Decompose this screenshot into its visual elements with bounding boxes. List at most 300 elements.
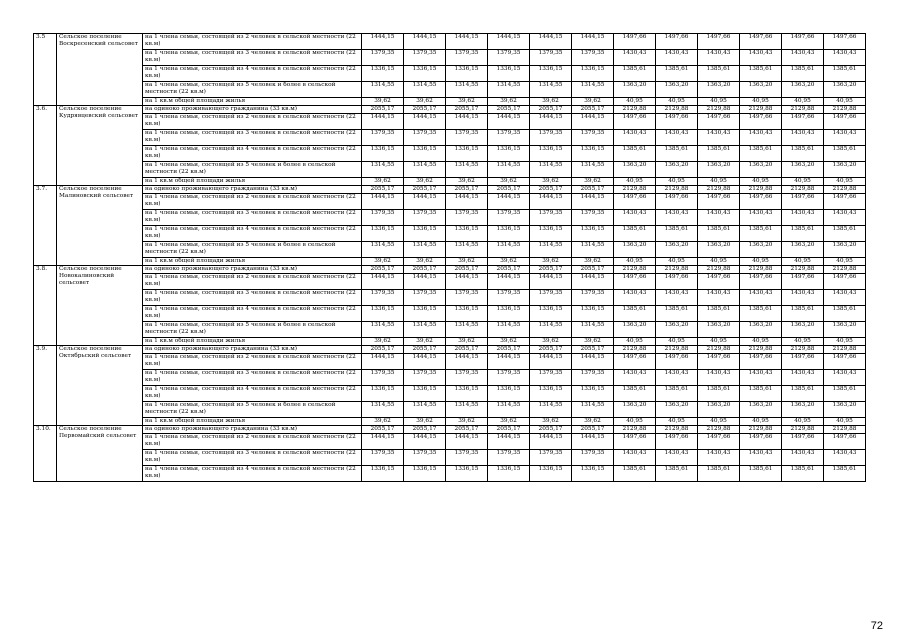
value-cell: 1379,35 [404, 450, 446, 466]
value-cell: 39,62 [530, 178, 572, 186]
value-cell: 1385,61 [656, 66, 698, 82]
value-cell: 1385,61 [614, 466, 656, 482]
value-cell: 1430,43 [782, 370, 824, 386]
value-cell: 1314,55 [404, 322, 446, 338]
value-cell: 1314,55 [572, 162, 614, 178]
table-row [34, 386, 866, 402]
value-cell: 1314,55 [530, 162, 572, 178]
value-cell: 1336,15 [446, 386, 488, 402]
section-index: 3.6. [34, 106, 57, 186]
value-cell: 1430,43 [740, 130, 782, 146]
value-cell: 1363,20 [698, 82, 740, 98]
value-cell: 39,62 [446, 258, 488, 266]
value-cell: 40,95 [656, 98, 698, 106]
value-cell: 1497,66 [824, 354, 866, 370]
table-row [34, 114, 866, 130]
value-cell: 1444,15 [572, 354, 614, 370]
value-cell: 1336,15 [488, 466, 530, 482]
value-cell: 1497,66 [614, 274, 656, 290]
value-cell: 1363,20 [698, 242, 740, 258]
row-description: на 1 члена семьи, состоящей из 2 человек в сельской местности (22 кв.м) [143, 114, 362, 130]
value-cell: 40,95 [614, 98, 656, 106]
value-cell: 2129,88 [782, 426, 824, 434]
table-row [34, 290, 866, 306]
value-cell: 1385,61 [614, 146, 656, 162]
section-index: 3.10. [34, 426, 57, 482]
value-cell: 1430,43 [782, 290, 824, 306]
table-row [34, 346, 866, 354]
value-cell: 39,62 [572, 258, 614, 266]
value-cell: 2055,17 [488, 266, 530, 274]
value-cell: 1379,35 [362, 210, 404, 226]
value-cell: 2129,88 [824, 346, 866, 354]
section-index: 3.9. [34, 346, 57, 426]
value-cell: 2055,17 [488, 106, 530, 114]
value-cell: 39,62 [530, 418, 572, 426]
value-cell: 2055,17 [446, 426, 488, 434]
value-cell: 1444,15 [488, 34, 530, 50]
value-cell: 1379,35 [362, 50, 404, 66]
value-cell: 2055,17 [446, 266, 488, 274]
value-cell: 39,62 [530, 98, 572, 106]
table-row [34, 186, 866, 194]
value-cell: 1444,15 [404, 274, 446, 290]
value-cell: 1363,20 [614, 162, 656, 178]
value-cell: 1336,15 [404, 146, 446, 162]
value-cell: 1314,55 [488, 402, 530, 418]
value-cell: 39,62 [572, 178, 614, 186]
value-cell: 39,62 [404, 418, 446, 426]
value-cell: 1385,61 [740, 146, 782, 162]
value-cell: 1444,15 [362, 34, 404, 50]
table-row [34, 338, 866, 346]
row-description: на 1 члена семьи, состоящей из 3 человек в сельской местности (22 кв.м) [143, 50, 362, 66]
value-cell: 1497,66 [614, 194, 656, 210]
value-cell: 1497,66 [698, 114, 740, 130]
value-cell: 2055,17 [404, 426, 446, 434]
value-cell: 1430,43 [824, 50, 866, 66]
value-cell: 1363,20 [740, 402, 782, 418]
value-cell: 1363,20 [614, 82, 656, 98]
value-cell: 40,95 [698, 338, 740, 346]
value-cell: 1444,15 [488, 194, 530, 210]
value-cell: 1385,61 [698, 226, 740, 242]
value-cell: 1363,20 [782, 402, 824, 418]
value-cell: 1444,15 [362, 434, 404, 450]
row-description: на 1 кв.м общей площади жилья [143, 258, 362, 266]
value-cell: 2129,88 [614, 106, 656, 114]
value-cell: 1497,66 [782, 194, 824, 210]
value-cell: 1385,61 [698, 146, 740, 162]
value-cell: 1385,61 [614, 306, 656, 322]
value-cell: 1314,55 [362, 242, 404, 258]
value-cell: 1430,43 [782, 50, 824, 66]
value-cell: 39,62 [404, 258, 446, 266]
value-cell: 1363,20 [782, 162, 824, 178]
table-row [34, 242, 866, 258]
value-cell: 2055,17 [530, 186, 572, 194]
value-cell: 1379,35 [446, 50, 488, 66]
value-cell: 1444,15 [530, 274, 572, 290]
value-cell: 1379,35 [572, 130, 614, 146]
value-cell: 2129,88 [782, 266, 824, 274]
table-row [34, 274, 866, 290]
value-cell: 1497,66 [656, 194, 698, 210]
value-cell: 1379,35 [530, 370, 572, 386]
table-row [34, 306, 866, 322]
value-cell: 1379,35 [404, 130, 446, 146]
value-cell: 2129,88 [614, 346, 656, 354]
value-cell: 1430,43 [656, 130, 698, 146]
settlement-name: Сельское поселение Первомайский сельсовет [57, 426, 143, 482]
table-row [34, 418, 866, 426]
value-cell: 1430,43 [614, 50, 656, 66]
value-cell: 40,95 [824, 178, 866, 186]
value-cell: 1430,43 [824, 370, 866, 386]
value-cell: 39,62 [530, 258, 572, 266]
value-cell: 40,95 [698, 258, 740, 266]
value-cell: 1497,66 [698, 354, 740, 370]
value-cell: 1497,66 [740, 34, 782, 50]
value-cell: 1444,15 [530, 34, 572, 50]
table-row [34, 226, 866, 242]
value-cell: 1430,43 [740, 210, 782, 226]
value-cell: 1444,15 [488, 274, 530, 290]
value-cell: 1497,66 [824, 34, 866, 50]
value-cell: 1385,61 [614, 226, 656, 242]
value-cell: 2129,88 [614, 426, 656, 434]
value-cell: 2129,88 [614, 186, 656, 194]
table-row [34, 402, 866, 418]
value-cell: 1336,15 [572, 306, 614, 322]
value-cell: 40,95 [782, 98, 824, 106]
value-cell: 39,62 [572, 98, 614, 106]
value-cell: 1430,43 [782, 210, 824, 226]
settlement-name: Сельское поселение Октябрьский сельсовет [57, 346, 143, 426]
value-cell: 1430,43 [824, 130, 866, 146]
value-cell: 1314,55 [404, 402, 446, 418]
value-cell: 1430,43 [656, 50, 698, 66]
value-cell: 1363,20 [656, 242, 698, 258]
value-cell: 1385,61 [782, 226, 824, 242]
value-cell: 2055,17 [446, 186, 488, 194]
value-cell: 1430,43 [782, 450, 824, 466]
value-cell: 2055,17 [530, 106, 572, 114]
value-cell: 1379,35 [488, 370, 530, 386]
value-cell: 1363,20 [782, 82, 824, 98]
value-cell: 1379,35 [404, 50, 446, 66]
value-cell: 1336,15 [362, 66, 404, 82]
value-cell: 1385,61 [824, 66, 866, 82]
row-description: на одиноко проживающего гражданина (33 кв.м) [143, 186, 362, 194]
value-cell: 1336,15 [362, 386, 404, 402]
value-cell: 1363,20 [740, 242, 782, 258]
value-cell: 1497,66 [614, 34, 656, 50]
value-cell: 40,95 [656, 258, 698, 266]
value-cell: 1385,61 [656, 226, 698, 242]
value-cell: 1444,15 [362, 114, 404, 130]
value-cell: 2129,88 [698, 266, 740, 274]
value-cell: 1336,15 [572, 386, 614, 402]
value-cell: 1385,61 [782, 66, 824, 82]
value-cell: 2055,17 [362, 266, 404, 274]
value-cell: 1363,20 [656, 402, 698, 418]
row-description: на 1 кв.м общей площади жилья [143, 338, 362, 346]
value-cell: 2055,17 [488, 346, 530, 354]
value-cell: 1497,66 [824, 274, 866, 290]
value-cell: 1336,15 [446, 66, 488, 82]
value-cell: 1497,66 [698, 34, 740, 50]
value-cell: 1379,35 [572, 210, 614, 226]
value-cell: 1430,43 [782, 130, 824, 146]
value-cell: 40,95 [782, 258, 824, 266]
table-row [34, 426, 866, 434]
value-cell: 1385,61 [656, 466, 698, 482]
value-cell: 1497,66 [782, 434, 824, 450]
value-cell: 40,95 [782, 418, 824, 426]
value-cell: 1379,35 [488, 290, 530, 306]
value-cell: 39,62 [446, 178, 488, 186]
value-cell: 2129,88 [698, 106, 740, 114]
table-row [34, 106, 866, 114]
value-cell: 1444,15 [572, 434, 614, 450]
value-cell: 1385,61 [824, 466, 866, 482]
value-cell: 39,62 [446, 418, 488, 426]
row-description: на 1 члена семьи, состоящей из 3 человек в сельской местности (22 кв.м) [143, 130, 362, 146]
value-cell: 1444,15 [530, 114, 572, 130]
value-cell: 1385,61 [824, 226, 866, 242]
row-description: на одиноко проживающего гражданина (33 кв.м) [143, 426, 362, 434]
value-cell: 1444,15 [446, 34, 488, 50]
value-cell: 1497,66 [656, 354, 698, 370]
value-cell: 1363,20 [782, 242, 824, 258]
value-cell: 1336,15 [488, 226, 530, 242]
value-cell: 1430,43 [614, 210, 656, 226]
value-cell: 1430,43 [824, 290, 866, 306]
value-cell: 39,62 [488, 178, 530, 186]
value-cell: 2129,88 [782, 346, 824, 354]
value-cell: 1336,15 [530, 226, 572, 242]
value-cell: 2055,17 [362, 186, 404, 194]
value-cell: 1444,15 [446, 114, 488, 130]
value-cell: 40,95 [740, 418, 782, 426]
value-cell: 1336,15 [362, 306, 404, 322]
value-cell: 1379,35 [446, 210, 488, 226]
row-description: на 1 члена семьи, состоящей из 3 человек в сельской местности (22 кв.м) [143, 450, 362, 466]
value-cell: 40,95 [824, 338, 866, 346]
value-cell: 2129,88 [824, 266, 866, 274]
value-cell: 1336,15 [572, 226, 614, 242]
value-cell: 1379,35 [446, 130, 488, 146]
value-cell: 1497,66 [614, 354, 656, 370]
value-cell: 1314,55 [572, 82, 614, 98]
value-cell: 1430,43 [824, 210, 866, 226]
table-row [34, 210, 866, 226]
value-cell: 1314,55 [488, 242, 530, 258]
value-cell: 1363,20 [824, 402, 866, 418]
value-cell: 1336,15 [362, 226, 404, 242]
value-cell: 1336,15 [446, 306, 488, 322]
value-cell: 1363,20 [782, 322, 824, 338]
value-cell: 1430,43 [698, 290, 740, 306]
value-cell: 1385,61 [740, 66, 782, 82]
value-cell: 1363,20 [698, 402, 740, 418]
value-cell: 1379,35 [572, 290, 614, 306]
value-cell: 1444,15 [404, 354, 446, 370]
value-cell: 1430,43 [740, 370, 782, 386]
value-cell: 1497,66 [698, 434, 740, 450]
value-cell: 39,62 [362, 338, 404, 346]
value-cell: 1379,35 [446, 370, 488, 386]
value-cell: 2055,17 [404, 186, 446, 194]
value-cell: 1314,55 [530, 322, 572, 338]
value-cell: 2129,88 [740, 106, 782, 114]
value-cell: 1336,15 [488, 66, 530, 82]
value-cell: 1363,20 [824, 82, 866, 98]
value-cell: 2129,88 [740, 346, 782, 354]
value-cell: 1444,15 [572, 34, 614, 50]
value-cell: 1379,35 [572, 450, 614, 466]
value-cell: 39,62 [488, 418, 530, 426]
value-cell: 1430,43 [656, 450, 698, 466]
table-row [34, 50, 866, 66]
value-cell: 1336,15 [404, 386, 446, 402]
value-cell: 1444,15 [572, 194, 614, 210]
value-cell: 2055,17 [572, 186, 614, 194]
value-cell: 1444,15 [404, 114, 446, 130]
row-description: на 1 члена семьи, состоящей из 5 человек и более в сельской местности (22 кв.м) [143, 82, 362, 98]
value-cell: 1336,15 [530, 66, 572, 82]
value-cell: 1314,55 [362, 402, 404, 418]
value-cell: 1363,20 [698, 322, 740, 338]
value-cell: 1379,35 [530, 290, 572, 306]
value-cell: 1497,66 [782, 114, 824, 130]
row-description: на 1 члена семьи, состоящей из 5 человек и более в сельской местности (22 кв.м) [143, 162, 362, 178]
value-cell: 1497,66 [698, 194, 740, 210]
value-cell: 1363,20 [614, 242, 656, 258]
value-cell: 2055,17 [530, 426, 572, 434]
value-cell: 2055,17 [446, 106, 488, 114]
value-cell: 40,95 [782, 338, 824, 346]
value-cell: 1314,55 [362, 162, 404, 178]
value-cell: 1444,15 [446, 274, 488, 290]
value-cell: 2129,88 [824, 426, 866, 434]
value-cell: 39,62 [446, 98, 488, 106]
value-cell: 2055,17 [362, 106, 404, 114]
value-cell: 1385,61 [698, 466, 740, 482]
value-cell: 40,95 [656, 418, 698, 426]
table-row [34, 434, 866, 450]
table-row [34, 194, 866, 210]
value-cell: 2055,17 [404, 266, 446, 274]
value-cell: 1363,20 [740, 162, 782, 178]
value-cell: 1379,35 [488, 450, 530, 466]
value-cell: 1444,15 [530, 354, 572, 370]
value-cell: 40,95 [614, 258, 656, 266]
value-cell: 1379,35 [572, 370, 614, 386]
value-cell: 39,62 [404, 338, 446, 346]
row-description: на 1 члена семьи, состоящей из 4 человек в сельской местности (22 кв.м) [143, 306, 362, 322]
value-cell: 1430,43 [698, 130, 740, 146]
value-cell: 39,62 [362, 258, 404, 266]
value-cell: 1336,15 [446, 466, 488, 482]
value-cell: 1497,66 [656, 114, 698, 130]
table-row [34, 34, 866, 50]
value-cell: 40,95 [656, 338, 698, 346]
value-cell: 1430,43 [698, 370, 740, 386]
value-cell: 40,95 [740, 178, 782, 186]
value-cell: 1497,66 [740, 194, 782, 210]
row-description: на 1 члена семьи, состоящей из 5 человек и более в сельской местности (22 кв.м) [143, 402, 362, 418]
value-cell: 40,95 [656, 178, 698, 186]
value-cell: 1430,43 [614, 130, 656, 146]
value-cell: 1314,55 [530, 82, 572, 98]
value-cell: 39,62 [572, 418, 614, 426]
value-cell: 1497,66 [698, 274, 740, 290]
value-cell: 1444,15 [488, 354, 530, 370]
value-cell: 1314,55 [488, 322, 530, 338]
value-cell: 1314,55 [446, 82, 488, 98]
value-cell: 2129,88 [698, 346, 740, 354]
value-cell: 40,95 [824, 258, 866, 266]
value-cell: 1314,55 [404, 162, 446, 178]
value-cell: 2055,17 [572, 426, 614, 434]
value-cell: 1379,35 [362, 130, 404, 146]
value-cell: 1497,66 [740, 354, 782, 370]
value-cell: 1379,35 [572, 50, 614, 66]
value-cell: 1497,66 [740, 274, 782, 290]
value-cell: 39,62 [404, 178, 446, 186]
value-cell: 1314,55 [488, 82, 530, 98]
value-cell: 1497,66 [656, 274, 698, 290]
section-index: 3.8. [34, 266, 57, 346]
value-cell: 40,95 [740, 338, 782, 346]
value-cell: 1385,61 [656, 386, 698, 402]
value-cell: 1379,35 [362, 370, 404, 386]
value-cell: 1363,20 [740, 322, 782, 338]
value-cell: 1444,15 [404, 434, 446, 450]
value-cell: 2129,88 [656, 186, 698, 194]
row-description: на 1 члена семьи, состоящей из 2 человек в сельской местности (22 кв.м) [143, 434, 362, 450]
settlement-name: Сельское поселение Новокалиновский сельсовет [57, 266, 143, 346]
value-cell: 39,62 [488, 338, 530, 346]
value-cell: 1379,35 [530, 50, 572, 66]
table-row [34, 370, 866, 386]
table-row [34, 82, 866, 98]
value-cell: 2055,17 [404, 346, 446, 354]
value-cell: 1379,35 [488, 210, 530, 226]
row-description: на 1 члена семьи, состоящей из 2 человек в сельской местности (22 кв.м) [143, 34, 362, 50]
table-row [34, 322, 866, 338]
settlement-name: Сельское поселение Кудрявцевский сельсовет [57, 106, 143, 186]
settlement-name: Сельское поселение Малиновский сельсовет [57, 186, 143, 266]
value-cell: 2129,88 [740, 186, 782, 194]
value-cell: 1385,61 [824, 386, 866, 402]
value-cell: 2055,17 [488, 426, 530, 434]
value-cell: 2055,17 [362, 346, 404, 354]
value-cell: 1385,61 [740, 386, 782, 402]
value-cell: 1430,43 [824, 450, 866, 466]
value-cell: 1363,20 [656, 322, 698, 338]
value-cell: 1363,20 [698, 162, 740, 178]
value-cell: 1385,61 [614, 386, 656, 402]
row-description: на одиноко проживающего гражданина (33 кв.м) [143, 346, 362, 354]
row-description: на 1 члена семьи, состоящей из 4 человек в сельской местности (22 кв.м) [143, 66, 362, 82]
value-cell: 39,62 [362, 98, 404, 106]
value-cell: 1444,15 [446, 194, 488, 210]
value-cell: 1444,15 [488, 434, 530, 450]
value-cell: 1336,15 [572, 66, 614, 82]
